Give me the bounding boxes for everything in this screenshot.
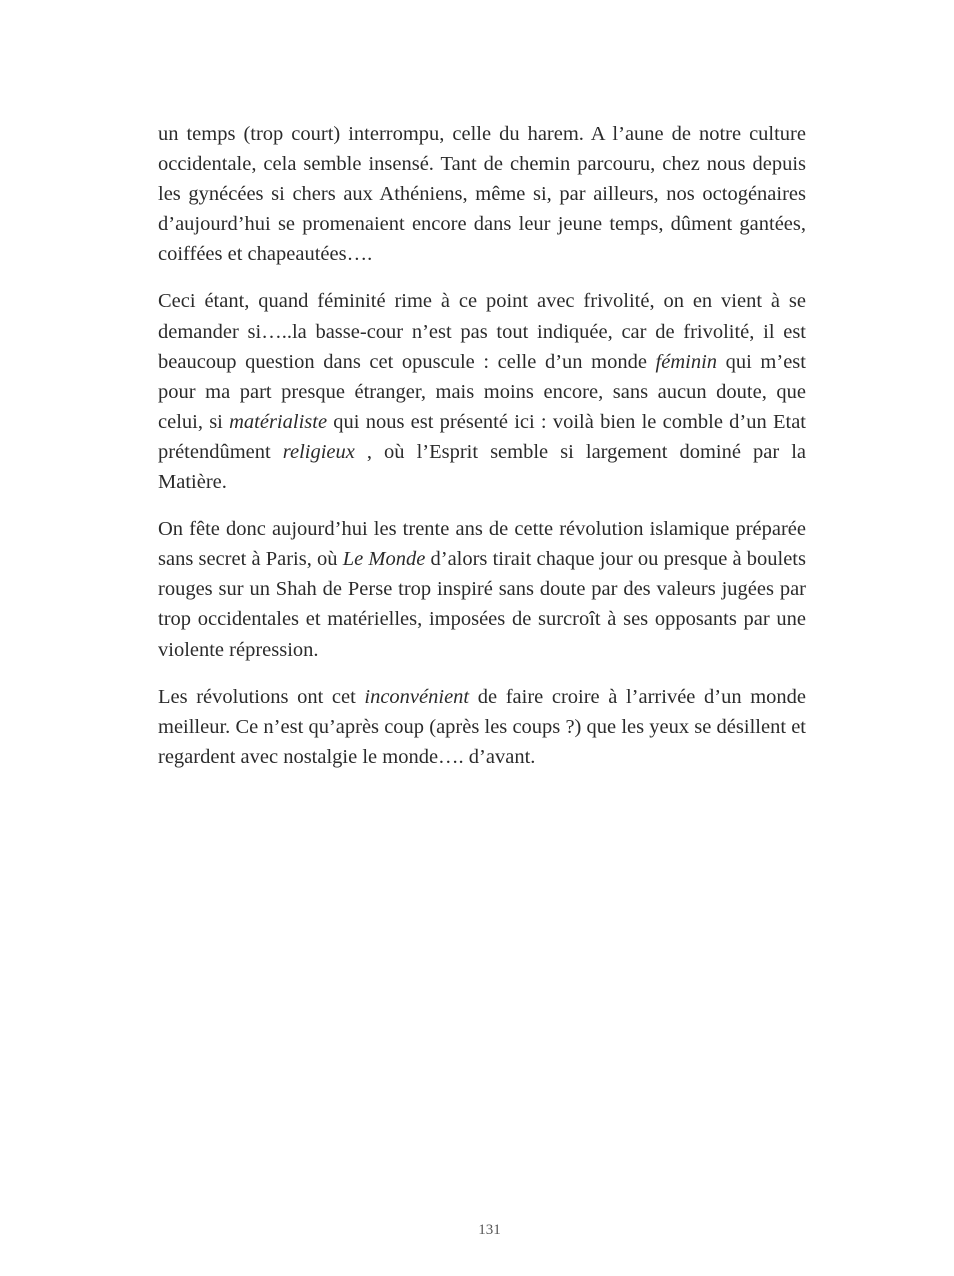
page-number: 131 [478,1222,501,1238]
body-text [158,119,806,789]
paragraph-1-text: un temps (trop court) interrompu, celle du harem. A l’aune de notre culture occidentale, cela semble insensé. Tant de chemin parcouru, chez nous depuis les gynécées si chers aux Athéniens, même si, par ailleurs, nos octogénaires d’aujourd’hui se promenaient encore dans leur jeune temps, dûment gantées, coiffées et chapeautées…. [158,123,806,266]
paragraph-3-text-b: d’alors tirait chaque jour ou presque à boulets rouges sur un Shah de Perse trop inspiré sans doute par des valeurs jugées par trop occidentales et matérielles, imposées de surcroît à ses opposants par une violente répression. [158,548,806,661]
paragraph-3 [158,514,806,664]
paragraph-2-text-c: qui nous est présenté ici : voilà bien le comble d’un Etat prétendûment [158,410,807,463]
paragraph-2-text-b: qui m’est pour ma part presque étranger, mais moins encore, sans aucun doute, que celui, si [158,350,806,433]
paragraph-3-text-a: On fête donc aujourd’hui les trente ans de cette révolution islamique préparée sans secret à Paris, où [158,518,806,571]
paragraph-2-italic-feminin: féminin [655,350,718,373]
paragraph-2-italic-materialiste: matérialiste [229,410,328,433]
paragraph-1 [158,119,806,269]
paragraph-4-text-a: Les révolutions ont cet [158,685,365,708]
paragraph-4-italic-inconvenient: inconvénient [364,685,470,708]
paragraph-4-text-b: de faire croire à l’arrivée d’un monde meilleur. Ce n’est qu’après coup (après les coups ?) que les yeux se désillent et regardent avec nostalgie le monde…. d’avant. [158,685,806,768]
paragraph-2-italic-religieux: religieux [282,440,355,463]
paragraph-2-text-d: , où l’Esprit semble si largement dominé par la Matière. [158,440,807,494]
paragraph-3-italic-le-monde: Le Monde [342,548,426,571]
paragraph-2-text-a: Ceci étant, quand féminité rime à ce point avec frivolité, on en vient à se demander si…..la basse-cour n’est pas tout indiquée, car de frivolité, il est beaucoup question dans cet opuscule : celle d’un monde [158,290,806,373]
paragraph-2 [158,286,806,497]
paragraph-4 [158,682,806,772]
